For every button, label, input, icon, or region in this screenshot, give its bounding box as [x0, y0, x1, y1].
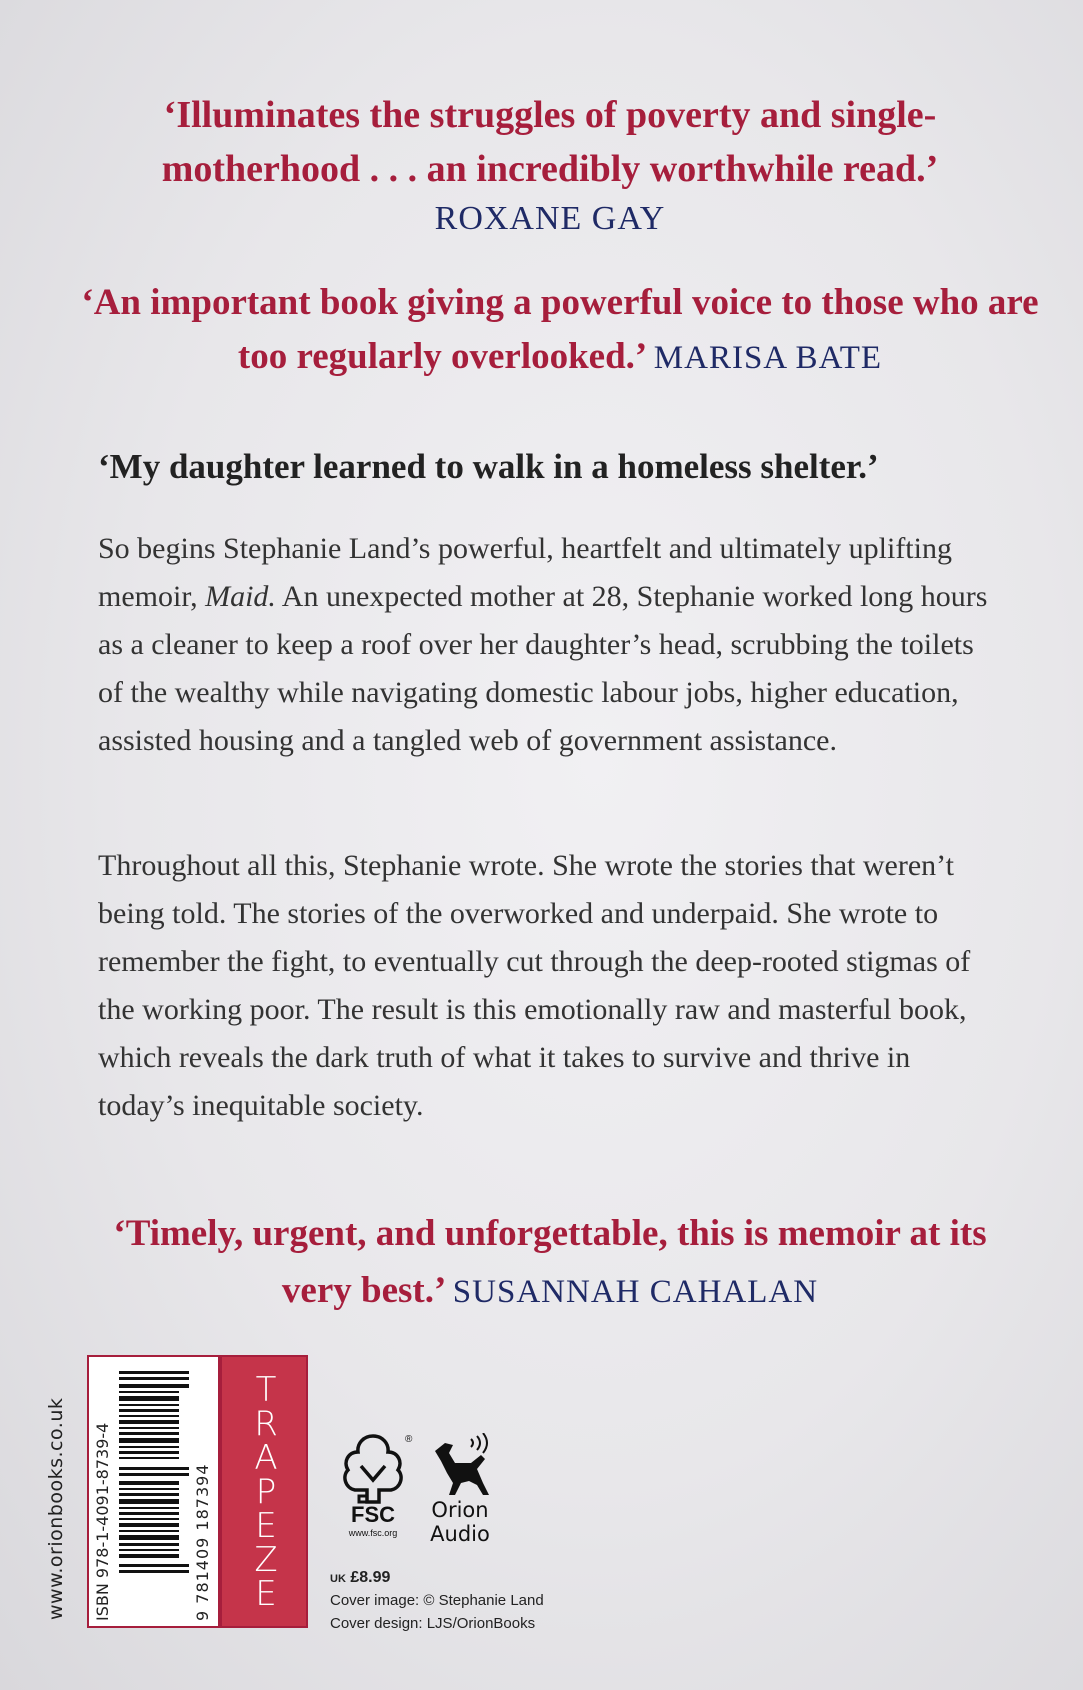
cover-image-credit: Cover image: © Stephanie Land: [330, 1592, 544, 1609]
quote-text: ‘An important book giving a powerful voice to those who are too regularly overlooked.’: [81, 282, 1039, 377]
orion-hound-icon: [425, 1433, 497, 1501]
ean-number: 9 781409 187394: [193, 1463, 212, 1621]
blurb-text: So begins Stephanie Land’s powerful, heartfelt and ultimately uplifting memoir,: [98, 532, 952, 613]
price-value: £8.99: [350, 1569, 391, 1586]
barcode-panel: [87, 1355, 220, 1628]
barcode-icon: [119, 1371, 189, 1575]
imprint-letter: E: [255, 1506, 277, 1546]
quote-attribution: MARISA BATE: [653, 340, 883, 376]
price: [330, 1569, 390, 1587]
blurb-text: An unexpected mother at 28, Stephanie worked long hours as a cleaner to keep a roof over her daughter’s head, scrubbing the toilets of the wealthy while navigating domestic labour jobs, higher education, assisted housing and a tangled web of government assistance.: [98, 580, 988, 757]
orion-word: Orion: [431, 1498, 489, 1522]
trapeze-imprint-logo: [220, 1355, 308, 1628]
blurb-paragraph-2: Throughout all this, Stephanie wrote. She wrote the stories that weren’t being told. The stories of the overworked and underpaid. She wrote to remember the fight, to eventually cut through the deep-rooted stigmas of the working poor. The result is this emotionally raw and masterful book, which reveals the dark truth of what it takes to survive and thrive in today’s inequitable society.: [98, 849, 971, 1122]
imprint-letter: E: [255, 1574, 277, 1614]
price-region: UK: [330, 1573, 346, 1585]
imprint-letter: R: [254, 1404, 278, 1444]
orion-audio-label: [420, 1498, 500, 1546]
fsc-url: www.fsc.org: [348, 1528, 398, 1538]
blurb-paragraph-1: [98, 525, 998, 765]
imprint-letter: T: [255, 1370, 277, 1410]
quote-text: ‘Illuminates the struggles of poverty and single-motherhood . . . an incredibly worthwhile read.’: [161, 94, 939, 190]
imprint-name: [248, 1370, 284, 1614]
quote-text: ‘Timely, urgent, and unforgettable, this is memoir at its very best.’: [113, 1213, 987, 1311]
review-quote-roxane-gay: [80, 88, 1020, 242]
registered-mark: ®: [405, 1434, 413, 1445]
publisher-website: www.orionbooks.co.uk: [45, 1397, 67, 1620]
imprint-letter: A: [254, 1438, 278, 1478]
review-quote-marisa-bate: [80, 276, 1040, 385]
isbn-number: ISBN 978-1-4091-8739-4: [93, 1422, 112, 1621]
opening-line: ‘My daughter learned to walk in a homeless shelter.’: [98, 447, 879, 486]
quote-attribution: ROXANE GAY: [434, 200, 666, 237]
imprint-letter: Z: [254, 1540, 278, 1580]
fsc-label: FSC: [351, 1502, 395, 1527]
audio-word: Audio: [430, 1522, 490, 1546]
review-quote-susannah-cahalan: [80, 1205, 1020, 1321]
quote-attribution: SUSANNAH CAHALAN: [452, 1274, 819, 1310]
cover-design-credit: Cover design: LJS/OrionBooks: [330, 1615, 536, 1632]
book-title: Maid.: [205, 580, 276, 613]
imprint-letter: P: [255, 1472, 277, 1512]
